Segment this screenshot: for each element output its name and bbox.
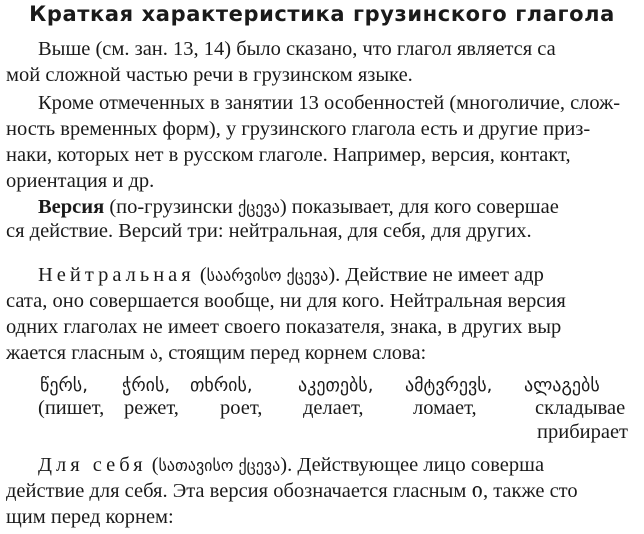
neutral-line4-start: жается гласным [6, 342, 150, 364]
page-title: Краткая характеристика грузинского глагола [29, 2, 615, 26]
para2-line1: Кроме отмеченных в занятии 13 особенностей (многоличие, слож- [38, 92, 621, 114]
example-ru-4: делает, [303, 397, 364, 419]
example-geo-4: აკეთებს, [298, 375, 374, 396]
neutral-georgian-term: საარვისო ქცევა [206, 266, 329, 285]
para3-line2: ся действие. Версий три: нейтральная, для себя, для других. [6, 220, 532, 242]
neutral-line4-geo: ა [149, 344, 158, 363]
example-ru-6: складывае [535, 397, 626, 419]
neutral-line4 [6, 340, 426, 367]
example-ru-2: режет, [124, 397, 179, 419]
version-term: Версия [38, 196, 105, 218]
example-ru-extra: прибирает [537, 421, 628, 443]
para3-line1-end: ) показывает, для кого совершае [279, 196, 559, 218]
neutral-term: Нейтральная [38, 264, 195, 286]
example-geo-2: ჭრის, [122, 375, 171, 396]
example-geo-1: წერს, [40, 375, 88, 396]
forself-line2: действие для себя. Эта версия обозначается гласным ი, также сто [6, 480, 578, 502]
example-geo-6: ალაგებს [524, 375, 600, 396]
neutral-paren-open: ( [194, 264, 207, 286]
example-ru-3: роет, [220, 397, 263, 419]
para2-line3: наки, которых нет в русском глаголе. Например, версия, контакт, [6, 144, 571, 166]
neutral-line2: сата, оно совершается вообще, ни для кого. Нейтральная версия [6, 290, 566, 312]
para1-line1: Выше (см. зан. 13, 14) было сказано, что глагол является са [38, 38, 556, 60]
forself-term: Для себя [38, 454, 147, 476]
georgian-term: ქცევა [238, 198, 280, 217]
forself-georgian-term: სათავისო ქცევა [158, 456, 281, 475]
example-ru-1: (пишет, [38, 397, 105, 419]
example-geo-3: თხრის, [190, 375, 253, 396]
neutral-line3: одних глаголах не имеет своего показателя, знака, в других выр [6, 316, 562, 338]
para3-line1-rest: (по-грузински [104, 196, 239, 218]
para2-line2: ность временных форм), у грузинского глагола есть и другие приз- [6, 118, 591, 140]
example-ru-5: ломает, [413, 397, 477, 419]
forself-line1 [38, 452, 544, 479]
para2-line4: ориентация и др. [6, 170, 155, 192]
forself-line1-end: ). Действующее лицо соверша [280, 454, 545, 476]
neutral-line1 [38, 262, 544, 289]
forself-paren-open: ( [146, 454, 159, 476]
forself-line3: щим перед корнем: [6, 506, 174, 528]
neutral-line1-end: ). Действие не имеет адр [328, 264, 544, 286]
para1-line2: мой сложной частью речи в грузинском языке. [6, 64, 413, 86]
neutral-line4-end: , стоящим перед корнем слова: [158, 342, 427, 364]
example-geo-5: ამტვრევს, [405, 375, 493, 396]
para3-line1 [38, 194, 559, 221]
